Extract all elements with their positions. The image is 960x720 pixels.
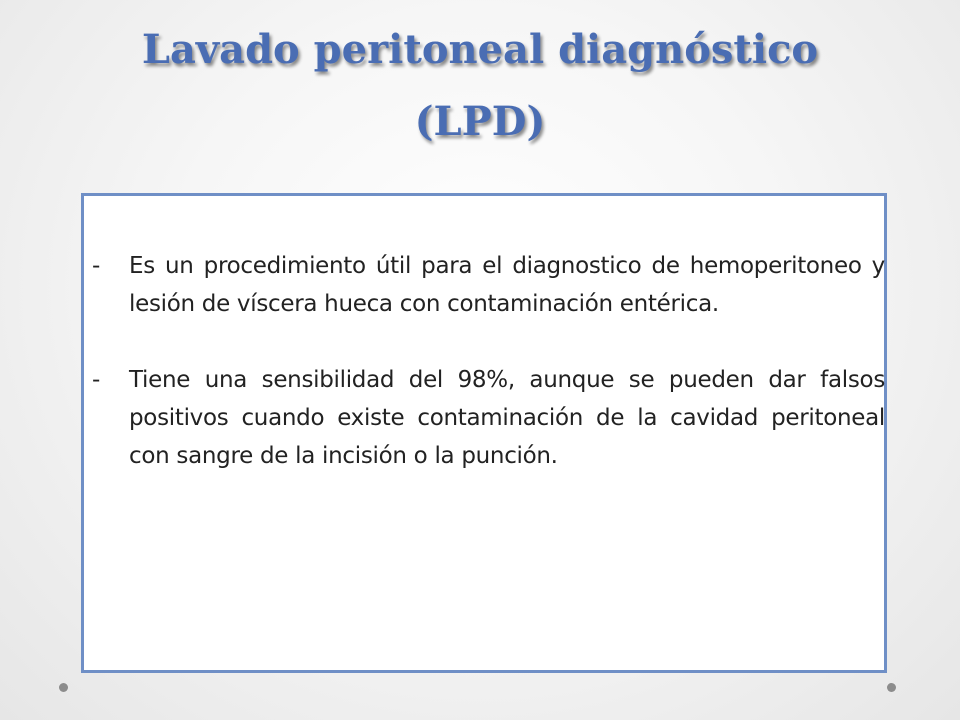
bullet-dash-icon: - — [92, 253, 100, 279]
bullet-text-1: Es un procedimiento útil para el diagnostico de hemoperitoneo y lesión de víscera hueca con contaminación entérica. — [129, 253, 885, 317]
bullet-dash-icon: - — [92, 367, 100, 393]
corner-dot-right — [887, 683, 896, 692]
content-box — [81, 193, 887, 673]
slide-title-line-1: Lavado peritoneal diagnóstico — [141, 26, 819, 73]
bullet-list — [92, 247, 885, 513]
bullet-item-1 — [92, 247, 885, 323]
corner-dot-left — [59, 683, 68, 692]
slide-title — [0, 14, 960, 158]
bullet-item-2 — [92, 361, 885, 475]
bullet-text-2: Tiene una sensibilidad del 98%, aunque se pueden dar falsos positivos cuando existe contaminación de la cavidad peritoneal con sangre de la incisión o la punción. — [129, 367, 885, 469]
slide-title-line-2: (LPD) — [414, 98, 546, 145]
